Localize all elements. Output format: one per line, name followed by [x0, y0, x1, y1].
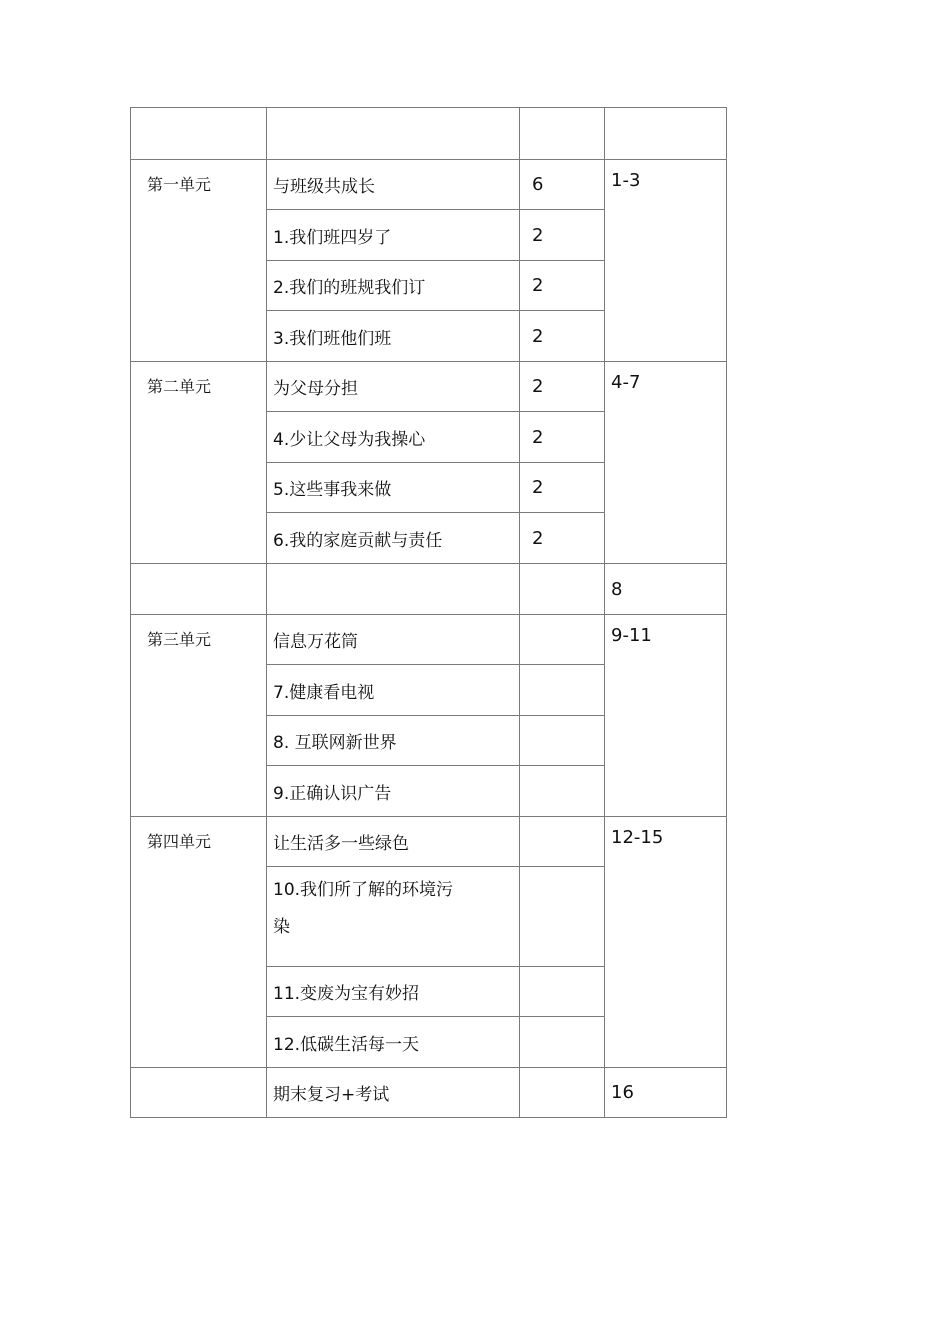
hours-cell [520, 665, 605, 716]
hours-cell [520, 766, 605, 817]
unit-cell [131, 564, 267, 615]
lesson-cell: 9.正确认识广告 [267, 766, 520, 817]
lesson-cell [267, 564, 520, 615]
lesson-cell: 5.这些事我来做 [267, 463, 520, 513]
hours-cell [520, 564, 605, 615]
lesson-cell: 2.我们的班规我们订 [267, 261, 520, 311]
unit-cell: 第一单元 [131, 160, 267, 362]
lesson-cell: 3.我们班他们班 [267, 311, 520, 362]
header-cell-hours [520, 108, 605, 160]
hours-cell [520, 615, 605, 665]
header-cell-unit [131, 108, 267, 160]
table-row [131, 817, 727, 867]
header-cell-lesson [267, 108, 520, 160]
lesson-cell: 让生活多一些绿色 [267, 817, 520, 867]
teaching-schedule-table [130, 107, 727, 1118]
hours-cell [520, 867, 605, 967]
header-cell-weeks [605, 108, 727, 160]
lesson-cell: 8. 互联网新世界 [267, 716, 520, 766]
hours-cell: 6 [520, 160, 605, 210]
hours-cell [520, 1068, 605, 1118]
lesson-cell: 4.少让父母为我操心 [267, 412, 520, 463]
lesson-cell: 1.我们班四岁了 [267, 210, 520, 261]
lesson-cell: 7.健康看电视 [267, 665, 520, 716]
lesson-cell [267, 867, 520, 967]
unit-cell: 第三单元 [131, 615, 267, 817]
hours-cell: 2 [520, 412, 605, 463]
lesson-cell: 6.我的家庭贡献与责任 [267, 513, 520, 564]
table-row [131, 615, 727, 665]
weeks-cell: 4-7 [605, 362, 727, 564]
hours-cell [520, 967, 605, 1017]
table-row [131, 1068, 727, 1118]
hours-cell: 2 [520, 311, 605, 362]
weeks-cell: 9-11 [605, 615, 727, 817]
unit-cell: 第四单元 [131, 817, 267, 1068]
lesson-cell: 11.变废为宝有妙招 [267, 967, 520, 1017]
lesson-text-line-2: 染 [273, 917, 290, 937]
unit-cell [131, 1068, 267, 1118]
weeks-cell: 12-15 [605, 817, 727, 1068]
weeks-cell: 1-3 [605, 160, 727, 362]
weeks-cell: 16 [605, 1068, 727, 1118]
hours-cell: 2 [520, 513, 605, 564]
table-row [131, 160, 727, 210]
hours-cell: 2 [520, 362, 605, 412]
table-row [131, 362, 727, 412]
lesson-cell: 12.低碳生活每一天 [267, 1017, 520, 1068]
table-header-row [131, 108, 727, 160]
hours-cell: 2 [520, 210, 605, 261]
lesson-cell: 与班级共成长 [267, 160, 520, 210]
unit-cell: 第二单元 [131, 362, 267, 564]
hours-cell [520, 1017, 605, 1068]
hours-cell [520, 716, 605, 766]
lesson-cell: 为父母分担 [267, 362, 520, 412]
weeks-cell: 8 [605, 564, 727, 615]
lesson-cell: 期末复习+考试 [267, 1068, 520, 1118]
lesson-text-line-1: 10.我们所了解的环境污 [273, 880, 454, 900]
hours-cell [520, 817, 605, 867]
table-row [131, 564, 727, 615]
lesson-cell: 信息万花筒 [267, 615, 520, 665]
hours-cell: 2 [520, 261, 605, 311]
hours-cell: 2 [520, 463, 605, 513]
